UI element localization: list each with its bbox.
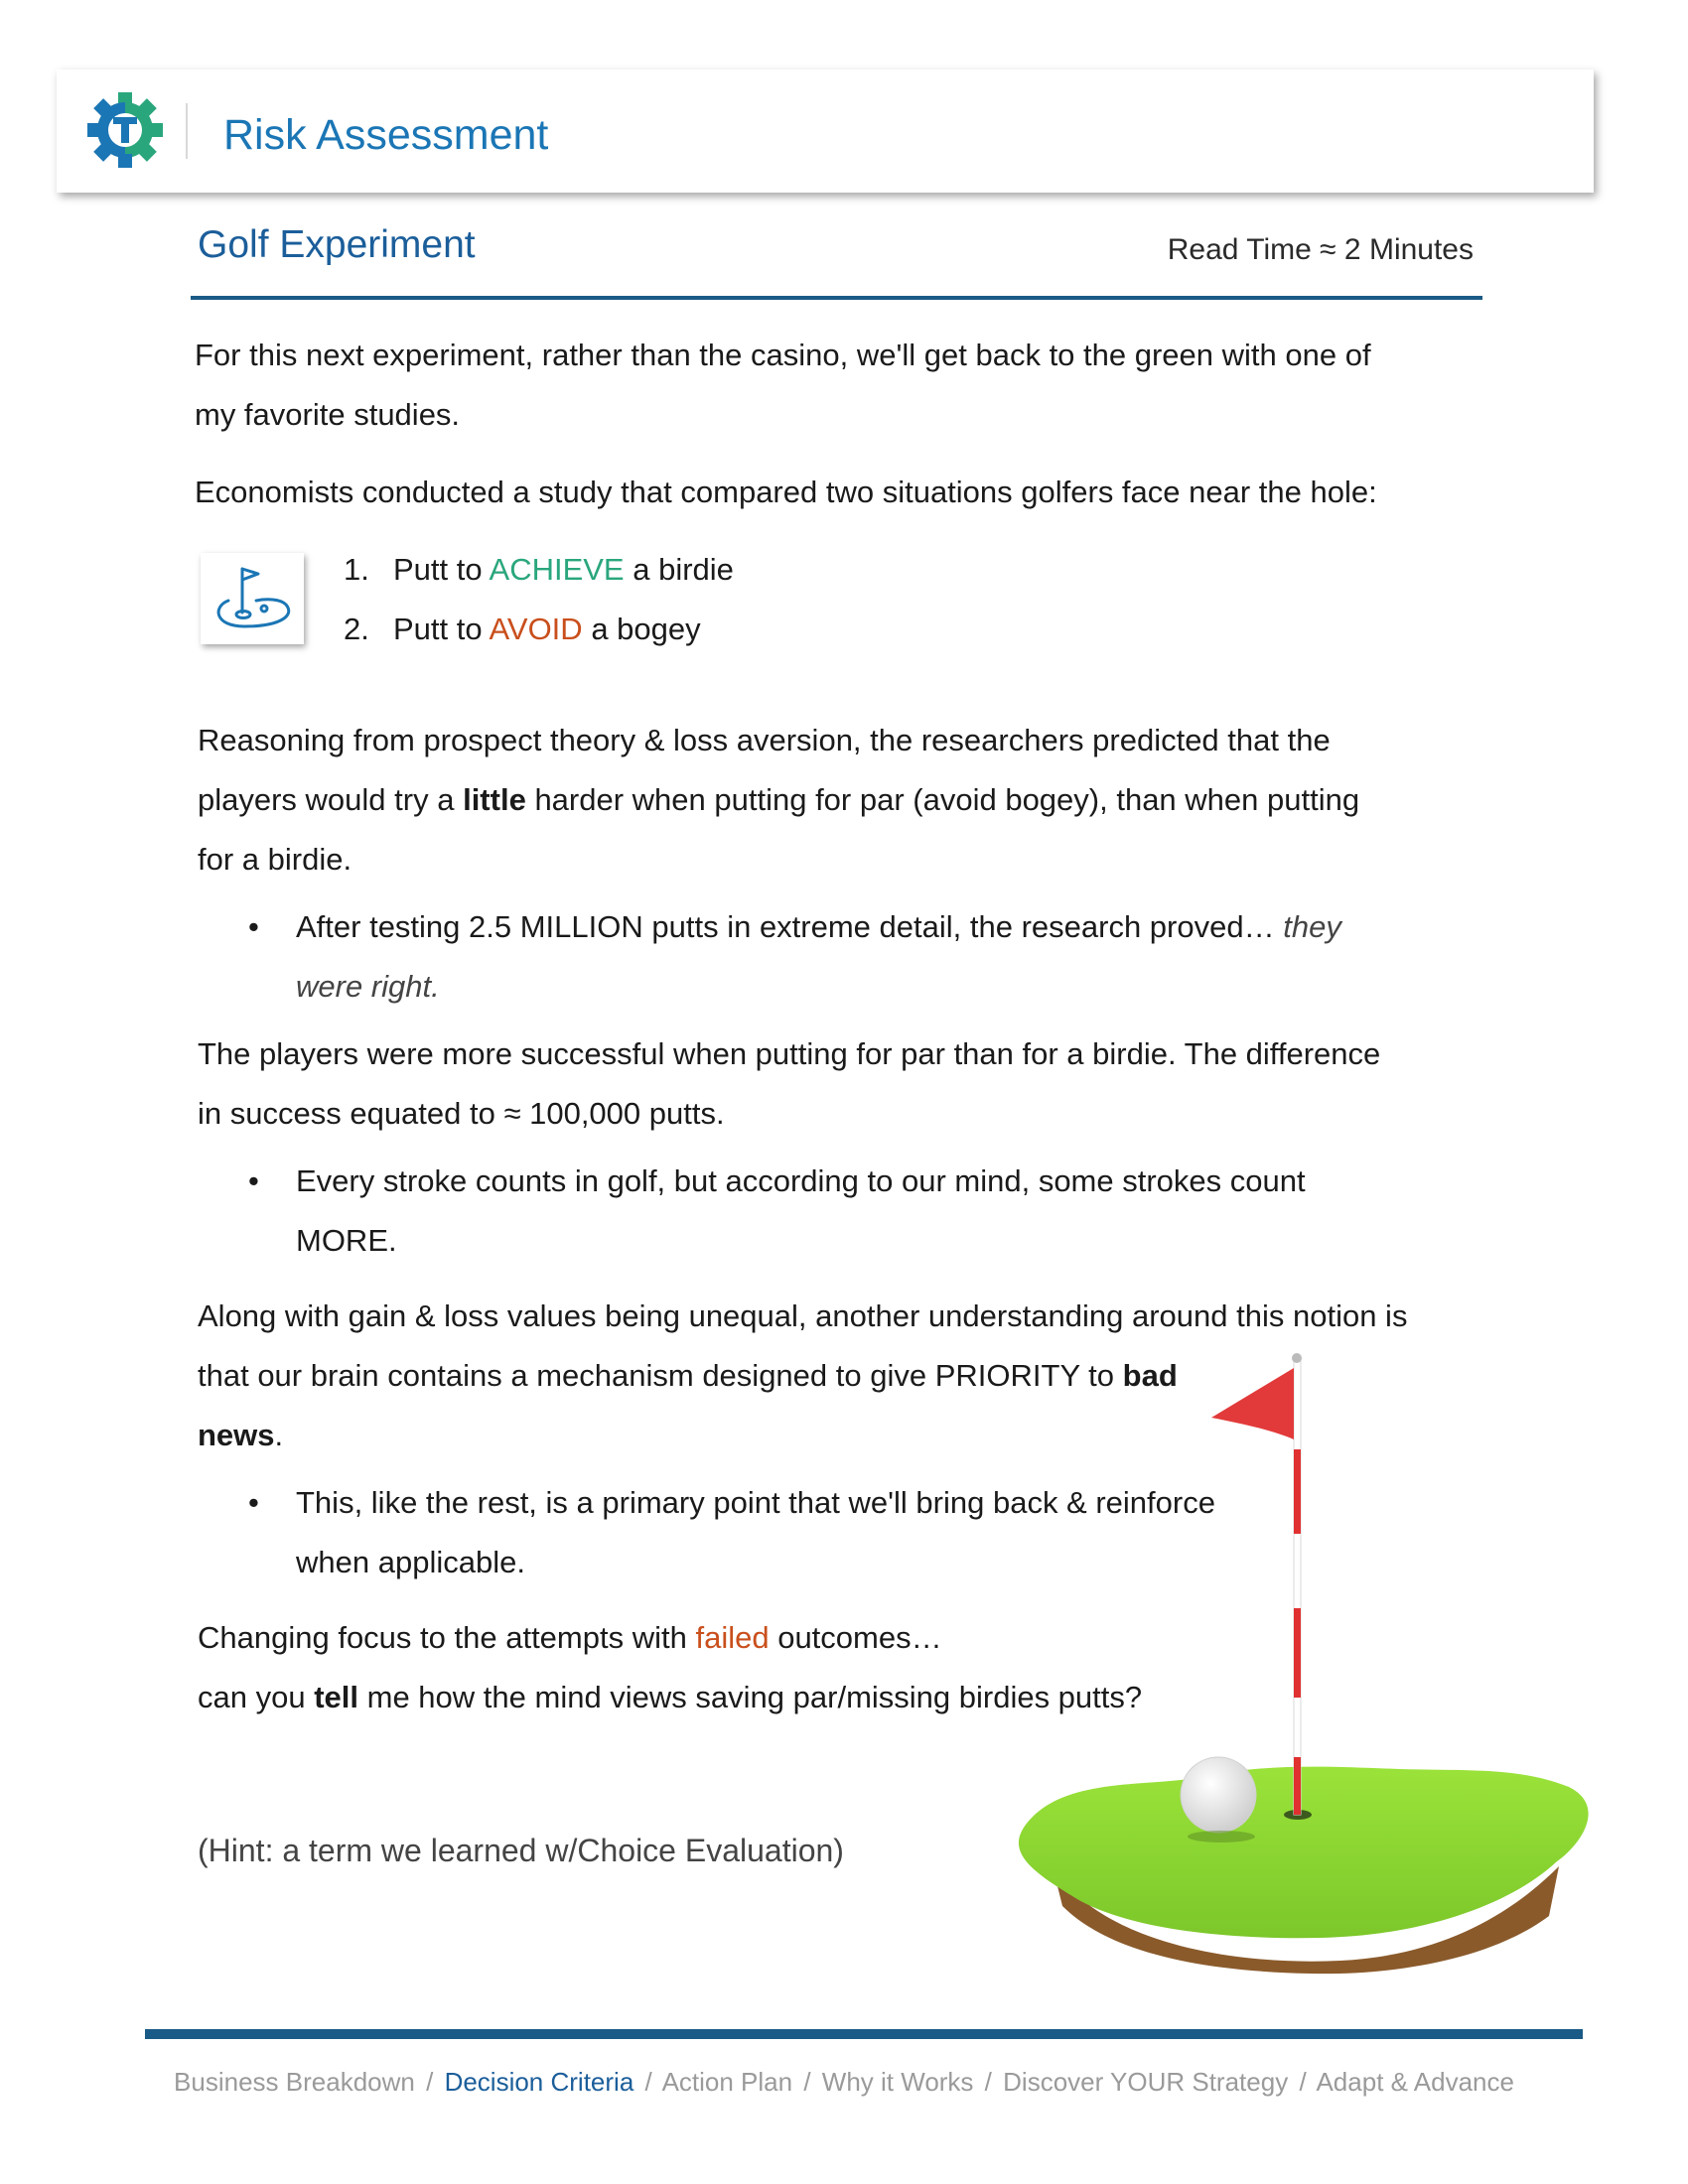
bullet-research-result: • After testing 2.5 MILLION putts in extreme detail, the research proved… they were right. bbox=[296, 897, 1341, 1017]
footer-divider bbox=[145, 2029, 1583, 2039]
footer-link-business-breakdown[interactable]: Business Breakdown bbox=[174, 2067, 415, 2097]
golf-green-flag-illustration bbox=[1013, 1350, 1599, 1976]
golf-hole-icon-card bbox=[201, 553, 304, 644]
title-divider bbox=[191, 296, 1482, 300]
study-line: Economists conducted a study that compared two situations golfers face near the hole: bbox=[195, 475, 1377, 509]
header-title: Risk Assessment bbox=[223, 111, 549, 159]
intro-line-2: my favorite studies. bbox=[195, 397, 461, 432]
footer-link-adapt-advance[interactable]: Adapt & Advance bbox=[1316, 2067, 1514, 2097]
footer-link-decision-criteria[interactable]: Decision Criteria bbox=[444, 2067, 634, 2097]
bullet-dot-icon: • bbox=[248, 909, 259, 944]
choices-list bbox=[344, 540, 734, 659]
footer-link-action-plan[interactable]: Action Plan bbox=[661, 2067, 793, 2097]
bullet-primary-point: • This, like the rest, is a primary point that we'll bring back & reinforce when applicable. bbox=[296, 1473, 1215, 1592]
list-item: 1. Putt to ACHIEVE a birdie bbox=[344, 552, 734, 587]
hint-text: (Hint: a term we learned w/Choice Evaluation) bbox=[198, 1833, 844, 1868]
failed-keyword: failed bbox=[695, 1620, 770, 1655]
footer-link-why-it-works[interactable]: Why it Works bbox=[821, 2067, 974, 2097]
question-paragraph: Changing focus to the attempts with failed outcomes… can you tell me how the mind views saving par/missing birdies putts? bbox=[198, 1620, 1143, 1714]
achieve-keyword: ACHIEVE bbox=[489, 552, 625, 587]
header-divider bbox=[186, 103, 188, 159]
golf-flag-icon bbox=[201, 553, 304, 644]
logo-gear-icon bbox=[84, 89, 166, 171]
bullet-dot-icon: • bbox=[248, 1485, 259, 1520]
list-item: 2. Putt to AVOID a bogey bbox=[344, 612, 701, 646]
footer-breadcrumb: Business Breakdown / Decision Criteria / Action Plan / Why it Works / Discover YOUR Strategy / Adapt & Advance bbox=[174, 2067, 1514, 2097]
page-title: Golf Experiment bbox=[198, 223, 476, 266]
header-card bbox=[57, 69, 1594, 193]
bullet-dot-icon: • bbox=[248, 1163, 259, 1198]
footer-link-discover-strategy[interactable]: Discover YOUR Strategy bbox=[1003, 2067, 1289, 2097]
study-paragraph bbox=[195, 463, 1377, 522]
avoid-keyword: AVOID bbox=[489, 612, 583, 646]
read-time: Read Time ≈ 2 Minutes bbox=[1167, 233, 1474, 266]
results-paragraph: The players were more successful when putting for par than for a birdie. The difference in success equated to ≈ 100,000 putts. bbox=[198, 1036, 1381, 1131]
reasoning-paragraph: Reasoning from prospect theory & loss aversion, the researchers predicted that the players would try a little harder when putting for par (avoid bogey), than when putting for a birdie. bbox=[198, 723, 1360, 877]
intro-paragraph bbox=[195, 326, 1371, 445]
mechanism-paragraph: Along with gain & loss values being unequal, another understanding around this notion is that our brain contains a mechanism designed to give PRIORITY to bad news. bbox=[198, 1298, 1408, 1452]
bullet-stroke-counts: • Every stroke counts in golf, but according to our mind, some strokes count MORE. bbox=[296, 1152, 1306, 1271]
intro-line-1: For this next experiment, rather than the casino, we'll get back to the green with one of bbox=[195, 338, 1371, 372]
